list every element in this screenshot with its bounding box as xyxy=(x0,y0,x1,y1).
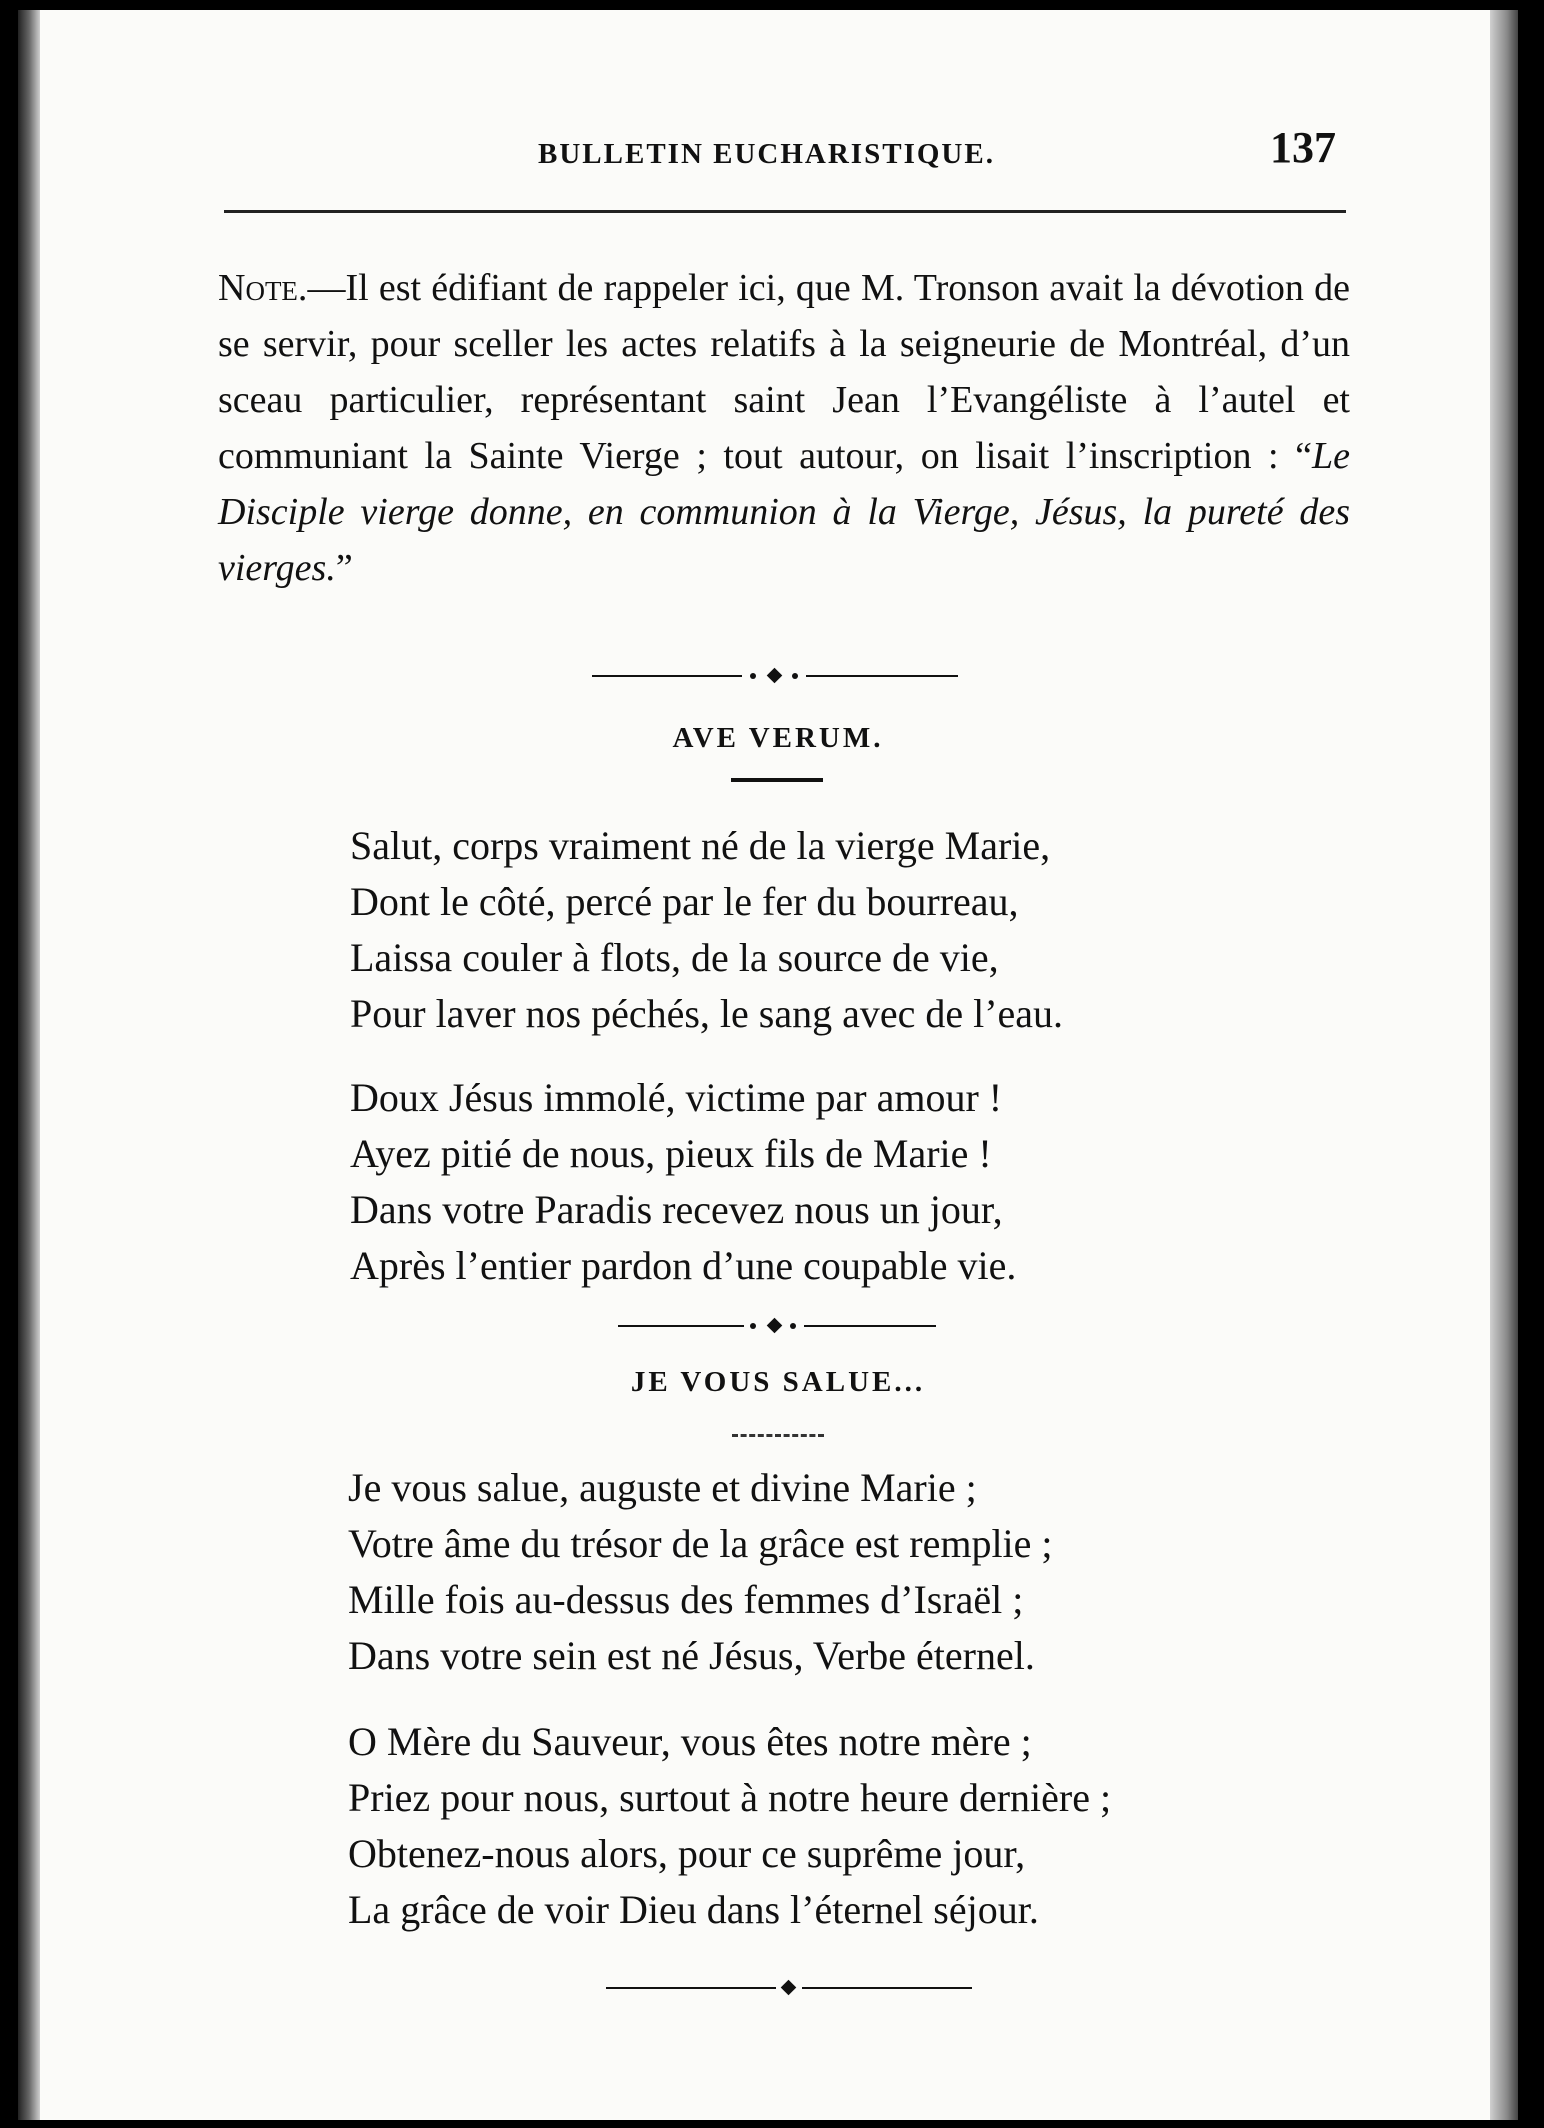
verse-line: Votre âme du trésor de la grâce est remplie ; xyxy=(348,1521,1053,1566)
verse-line: Salut, corps vraiment né de la vierge Marie, xyxy=(350,823,1051,868)
page-number: 137 xyxy=(1270,123,1336,172)
verse-line: Dans votre sein est né Jésus, Verbe éternel. xyxy=(348,1633,1035,1678)
verse-line: O Mère du Sauveur, vous êtes notre mère ; xyxy=(348,1719,1032,1764)
note-text: —Il est édifiant de rappeler ici, que M. Tronson avait la dévotion de se servir, pour sceller les actes relatifs à la seigneurie de Montréal, d’un sceau particulier, représentant saint Jean l’Evangéliste à l’autel et communiant la Sainte Vierge ; tout autour, on lisait l’inscription : “ xyxy=(218,267,1350,477)
verse-line: Dont le côté, percé par le fer du bourreau, xyxy=(350,879,1019,924)
section-title-je-vous-salue: JE VOUS SALUE... xyxy=(630,1366,926,1398)
title-rule xyxy=(731,778,823,782)
verse-line: Mille fois au-dessus des femmes d’Israël ; xyxy=(348,1577,1024,1622)
note-closing-quote: ” xyxy=(335,547,353,589)
ave-verum-stanza-2 xyxy=(350,1070,1016,1294)
header-rule xyxy=(224,210,1346,213)
section-ornament xyxy=(606,1978,972,1998)
section-ornament xyxy=(592,666,958,686)
book-page xyxy=(18,10,1518,2120)
ave-verum-stanza-1 xyxy=(350,818,1063,1042)
verse-line: La grâce de voir Dieu dans l’éternel séjour. xyxy=(348,1887,1039,1932)
title-rule xyxy=(732,1434,824,1437)
je-vous-salue-stanza-1 xyxy=(348,1460,1053,1684)
page-edge-shadow xyxy=(1490,10,1518,2120)
verse-line: Après l’entier pardon d’une coupable vie. xyxy=(350,1243,1017,1288)
verse-line: Ayez pitié de nous, pieux fils de Marie ! xyxy=(350,1131,992,1176)
note-lead: Note. xyxy=(218,267,308,309)
verse-line: Pour laver nos péchés, le sang avec de l’eau. xyxy=(350,991,1064,1036)
verse-line: Dans votre Paradis recevez nous un jour, xyxy=(350,1187,1003,1232)
page-binding-shadow xyxy=(18,10,40,2120)
verse-line: Obtenez-nous alors, pour ce suprême jour, xyxy=(348,1831,1026,1876)
running-head: BULLETIN EUCHARISTIQUE. xyxy=(538,138,995,170)
note-inscription: Le Disciple vierge donne, en communion à la Vierge, Jésus, la pureté des vierges. xyxy=(218,435,1350,589)
section-ornament xyxy=(618,1316,936,1336)
verse-line: Laissa couler à flots, de la source de vie, xyxy=(350,935,999,980)
note-paragraph xyxy=(218,260,1350,596)
verse-line: Doux Jésus immolé, victime par amour ! xyxy=(350,1075,1003,1120)
je-vous-salue-stanza-2 xyxy=(348,1714,1111,1938)
verse-line: Priez pour nous, surtout à notre heure dernière ; xyxy=(348,1775,1112,1820)
section-title-ave-verum: AVE VERUM. xyxy=(672,722,884,754)
verse-line: Je vous salue, auguste et divine Marie ; xyxy=(348,1465,977,1510)
